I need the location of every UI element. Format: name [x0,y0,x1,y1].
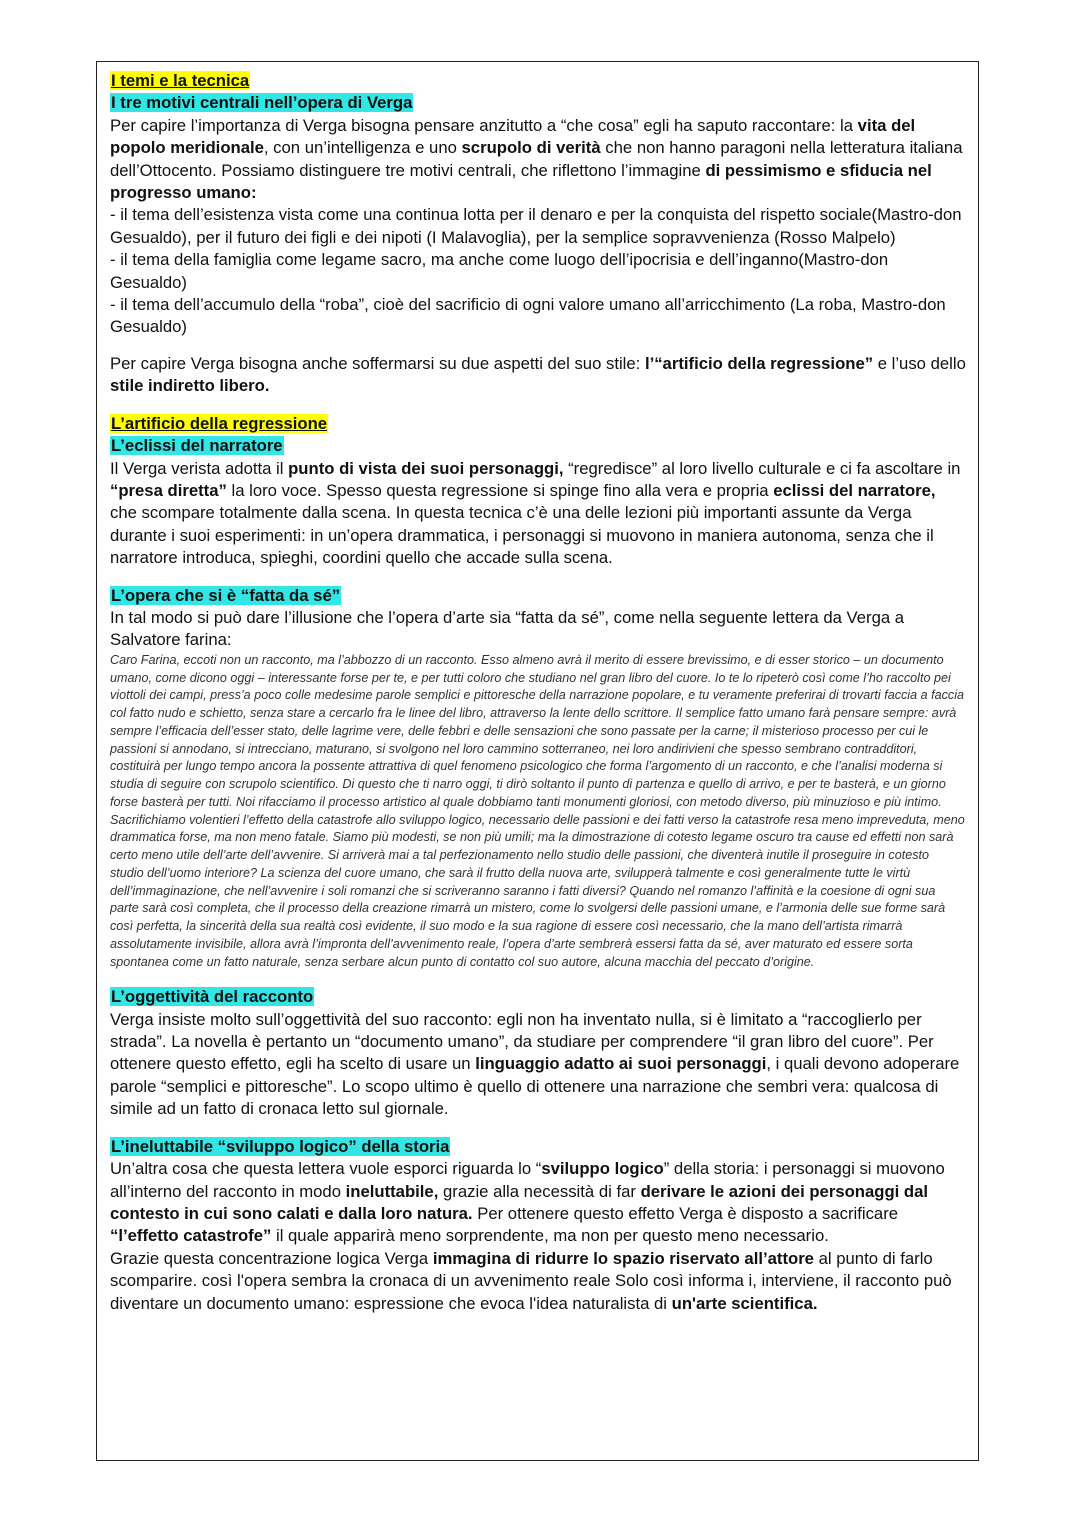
text-run: Un’altra cosa che questa lettera vuole esporci riguarda lo “ [110,1159,542,1179]
paragraph-oggettivita [110,1009,966,1121]
bold-run: ineluttabile, [345,1181,439,1201]
subtitle-motivi: I tre motivi centrali nell’opera di Verga [111,93,413,113]
section-title [110,413,966,435]
text-run: “regredisce” al loro livello culturale e ci fa ascoltare in [563,458,961,478]
bold-run: scrupolo di verità [461,138,601,158]
text-run: Per ottenere questo effetto Verga è disposto a sacrificare [472,1203,899,1223]
text-run: Grazie questa concentrazione logica Verga [110,1248,433,1268]
text-run: la loro voce. Spesso questa regressione si spinge fino alla vera e propria [226,480,774,500]
bold-run: di pessimismo e sfiducia nel progresso umano: [110,160,932,203]
text-run: , con un’intelligenza e uno [263,138,462,158]
bold-run: l’“artificio della regressione” [644,353,874,373]
bold-run: “presa diretta” [110,480,227,500]
text-run: , i quali devono adoperare parole “semplici e pittoresche”. Lo scopo ultimo è quello di ottenere una narrazione che sembri vera: qualcosa di simile ad un fatto di cronaca letto sul giornale. [110,1054,960,1119]
text-run: che non hanno paragoni nella letteratura italiana dell’Ottocento. Possiamo distinguere tre motivi centrali, che riflettono l’immagine [110,138,963,180]
bold-run: eclissi del narratore, [773,480,936,500]
section-title-temi: I temi e la tecnica [111,71,250,90]
text-run: Il Verga verista adotta il [110,458,289,478]
text-run: che scompare totalmente dalla scena. In questa tecnica c’è una delle lezioni più importanti assunte da Verga durante i suoi esperimenti: in un’opera drammatica, i personaggi si muovono in maniera autonoma, senza che il narratore introduca, spieghi, coordini quello che accade sulla scena. [110,503,934,568]
bold-run: stile indiretto libero. [110,376,270,396]
section-title [110,70,966,92]
section-subtitle [110,92,966,114]
letter-quote: Caro Farina, eccoti non un racconto, ma l’abbozzo di un racconto. Esso almeno avrà il merito di essere brevissimo, e di esser storico – un documento umano, come dicono oggi – interessante forse per te, e per tutti coloro che studiano nel gran libro del cuore. Io te lo ripeterò così come l’ho raccolto pei viottoli dei campi, press’a poco colle medesime parole semplici e pittoresche della narrazione popolare, e tu veramente preferirai di trovarti faccia a faccia col fatto nudo e schietto, senza stare a cercarlo fra le linee del libro, attraverso la lente dello scrittore. Il semplice fatto umano farà pensare sempre: avrà sempre l’efficacia dell’esser stato, delle lagrime vere, delle febbri e delle sensazioni che sono passate per la carne; il misterioso processo per cui le passioni si annodano, si intrecciano, maturano, si svolgono nel loro cammino sotterraneo, nei loro andirivieni che spesso sembrano contradditori, costituirà per lungo tempo ancora la possente attrattiva di quel fenomeno psicologico che forma l’argomento di un racconto, e che l’analisi moderna si studia di seguire con scrupolo scientifico. Di questo che ti narro oggi, ti dirò soltanto il punto di partenza e quello di arrivo, e per te basterà, e un giorno forse basterà per tutti. Noi rifacciamo il processo artistico al quale dobbiamo tanti monumenti gloriosi, con metodo diverso, più minuzioso e più intimo. Sacrifichiamo volentieri l’effetto della catastrofe allo sviluppo logico, necessario delle passioni e dei fatti verso la catastrofe resa meno impreveduta, meno drammatica forse, ma non meno fatale. Siamo più modesti, se non più umili; ma la dimostrazione di cotesto legame oscuro tra cause ed effetti non sarà certo meno utile dell’arte dell’avvenire. Si arriverà mai a tal perfezionamento nello studio delle passioni, che diventerà inutile il proseguire in cotesto studio dell’uomo interiore? La scienza del cuore umano, che sarà il frutto della nuova arte, svilupperà talmente e così generalmente tutte le virtù dell’immaginazione, che nell’avvenire i soli romanzi che si scriveranno saranno i fatti diversi? Quando nel romanzo l’affinità e la coesione di ogni sua parte sarà così completa, che il processo della creazione rimarrà un mistero, come lo svolgersi delle passioni umane, e l’armonia delle sue forme sarà così perfetta, la sincerità della sua realtà così evidente, il suo modo e la sua ragione di essere così necessario, che la mano dell’artista rimarrà assolutamente invisibile, allora avrà l’impronta dell’avvenimento reale, l’opera d’arte sembrerà essersi fatta da sé, aver maturato ed essere sorta spontanea come un fatto naturale, senza serbare alcun punto di contatto col suo autore, alcuna macchia del peccato d’origine. [110,652,965,969]
bold-run: vita del popolo meridionale [110,115,916,158]
paragraph-stile [110,353,966,398]
paragraph-eclissi [110,458,966,570]
document-content [110,70,966,1315]
text-run: grazie alla necessità di far [438,1181,641,1201]
section-subtitle [110,1136,966,1158]
text-run: al punto di farlo scomparire. così l'opera sembra la cronaca di un avvenimento reale Solo così informa i, interviene, il racconto può diventare un documento umano: espressione che evoca l'idea naturalista di [110,1248,952,1313]
list-item-2: - il tema della famiglia come legame sacro, ma anche come luogo dell’ipocrisia e dell’inganno(Mastro-don Gesualdo) [110,250,889,292]
subtitle-fatta-da-se: L’opera che si è “fatta da sé” [111,585,341,605]
bold-run: un'arte scientifica. [671,1293,818,1313]
bold-run: linguaggio adatto ai suoi personaggi [475,1054,767,1074]
subtitle-oggettivita: L’oggettività del racconto [111,987,314,1007]
section-title-artificio: L’artificio della regressione [111,413,328,433]
text-run: e l’uso dello [873,353,966,373]
text-run: Per capire Verga bisogna anche soffermarsi su due aspetti del suo stile: [110,353,645,373]
section-subtitle [110,986,966,1008]
text-run: il quale apparirà meno sorprendente, ma non per questo meno necessario. [271,1226,829,1246]
text-run: ” della storia: i personaggi si muovono all’interno del racconto in modo [110,1159,945,1201]
bold-run: punto di vista dei suoi personaggi, [288,458,564,478]
paragraph-motivi [110,115,966,205]
subtitle-sviluppo: L’ineluttabile “sviluppo logico” della storia [111,1136,450,1156]
list-item-3: - il tema dell’accumulo della “roba”, cioè del sacrificio di ogni valore umano all’arricchimento (La roba, Mastro-don Gesualdo) [110,295,946,337]
bold-run: derivare le azioni dei personaggi dal contesto in cui sono calati e dalla loro natura. [110,1181,929,1223]
text-run: Verga insiste molto sull’oggettività del suo racconto: egli non ha inventato nulla, si è limitato a “raccoglierlo per strada”. La novella è pertanto un “documento umano”, da studiare per comprendere “il gran libro del cuore”. Per ottenere questo effetto, egli ha scelto di usare un [110,1009,934,1074]
section-subtitle [110,585,966,607]
bold-run: sviluppo logico [541,1159,664,1179]
bold-run: “l’effetto catastrofe” [110,1226,272,1246]
section-subtitle [110,435,966,457]
list-item-1: - il tema dell’esistenza vista come una continua lotta per il denaro e per la conquista del rispetto sociale(Mastro-don Gesualdo), per il futuro dei figli e dei nipoti (I Malavoglia), per la semplice sopravvenienza (Rosso Malpelo) [110,205,962,247]
subtitle-eclissi: L’eclissi del narratore [111,436,283,456]
bold-run: immagina di ridurre lo spazio riservato all’attore [432,1248,814,1268]
paragraph-sviluppo [110,1158,966,1248]
paragraph-fatta-intro: In tal modo si può dare l’illusione che l’opera d’arte sia “fatta da sé”, come nella seguente lettera da Verga a Salvatore farina: [110,607,905,650]
text-run: Per capire l’importanza di Verga bisogna pensare anzitutto a “che cosa” egli ha saputo raccontare: la [110,115,858,135]
paragraph-attore [110,1248,966,1315]
